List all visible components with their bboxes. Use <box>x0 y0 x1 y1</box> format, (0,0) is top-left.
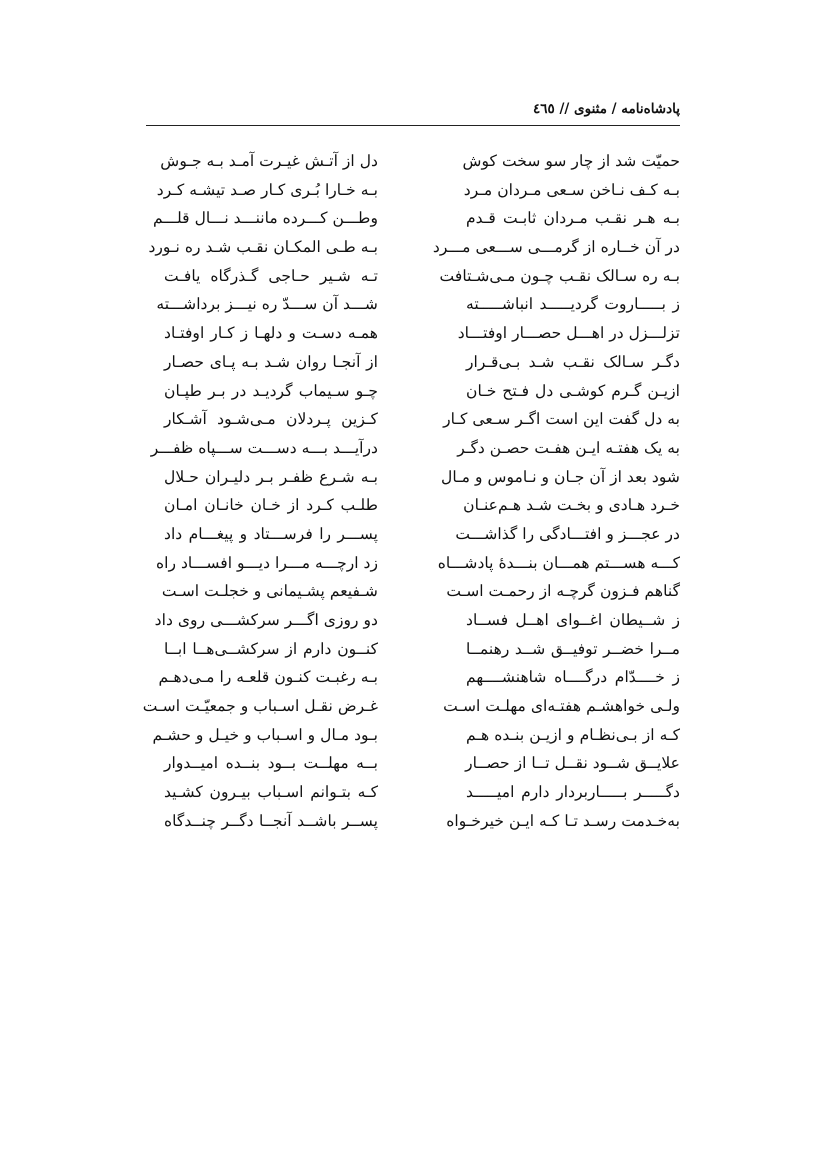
hemistich-second: غـرض نقـل اسـباب و جمعیّـت اسـت <box>142 697 378 716</box>
hemistich-second: وطـــن کـــرده ماننـــد نـــال قلـــم <box>152 209 378 228</box>
hemistich-second: شـــد آن ســـدّ ره نیـــز برداشـــته <box>156 295 378 314</box>
couplet <box>146 405 680 434</box>
couplet <box>146 463 680 492</box>
hemistich-first: خـرد هـادی و بخـت شـد هـم‌عنـان <box>463 496 680 515</box>
hemistich-second: دل از آتـش غیـرت آمـد بـه جـوش <box>160 152 378 170</box>
hemistich-first: به‌خـدمت رسـد تـا کـه ایـن خیرخـواه <box>446 811 680 830</box>
couplet <box>142 692 680 721</box>
hemistich-second: چـو سـیماب گردیـد در بـر طپـان <box>164 381 378 400</box>
hemistich-first: علایــق شــود نقــل تــا از حصــار <box>465 754 680 773</box>
hemistich-second: تـه شـیر حـاجی گـذرگاه یافـت <box>164 266 378 285</box>
hemistich-second: طلـب کـرد از خـان خانـان امـان <box>164 496 378 515</box>
couplet <box>146 319 680 348</box>
header-rule <box>146 125 680 126</box>
couplet <box>146 749 680 778</box>
hemistich-first: به دل گفت این است اگـر سـعی کـار <box>443 410 680 429</box>
hemistich-first: ز بـــــاروت گردیـــــد انباشـــــته <box>466 295 680 314</box>
couplet <box>146 721 680 750</box>
hemistich-second: کنــون دارم از سرکشــی‌هــا ابــا <box>164 639 378 658</box>
hemistich-second: بـه رغبـت کنـون قلعـه را مـی‌دهـم <box>158 668 378 687</box>
couplet <box>146 663 680 692</box>
couplet <box>146 434 680 463</box>
hemistich-second: بـه شـرع ظفـر بـر دلیـران حـلال <box>164 467 378 486</box>
hemistich-first: در عجـــز و افتـــادگی را گذاشـــت <box>455 524 680 543</box>
couplet <box>146 377 680 406</box>
couplet <box>146 549 680 578</box>
couplet <box>146 520 680 549</box>
couplet <box>146 606 680 635</box>
couplet <box>146 290 680 319</box>
couplet <box>146 807 680 836</box>
hemistich-second: درآیـــد بـــه دســـت ســـپاه ظفـــر <box>150 438 378 457</box>
hemistich-first: تزلـــزل در اهـــل حصـــار اوفتـــاد <box>457 324 680 343</box>
couplet <box>146 348 680 377</box>
hemistich-first: بـه هـر نقـب مـردان ثابـت قـدم <box>466 209 680 228</box>
hemistich-first: کـه از بـی‌نظـام و ازیـن بنـده هـم <box>466 725 680 744</box>
couplet <box>146 491 680 520</box>
hemistich-first: بـه کـف نـاخن سـعی مـردان مـرد <box>463 180 680 199</box>
couplet <box>146 233 680 262</box>
hemistich-second: کـزین پـردلان مـی‌شـود آشـکار <box>164 410 378 429</box>
hemistich-first: حمیّت شد از چار سو سخت کوش <box>462 152 680 170</box>
hemistich-second: شـفیعم پشـیمانی و خجلـت اسـت <box>161 582 378 601</box>
hemistich-first: کـــه هســـتم همـــان بنـــدۀ پادشـــاه <box>437 553 680 572</box>
couplet <box>146 262 680 291</box>
couplet <box>146 778 680 807</box>
hemistich-first: به یک هفتـه ایـن هفـت حصـن دگـر <box>457 438 680 457</box>
couplet <box>146 204 680 233</box>
hemistich-second: همـه دسـت و دلهـا ز کـار اوفتـاد <box>164 324 378 343</box>
hemistich-second: پســر باشــد آنجــا دگــر چنــدگاه <box>164 811 378 830</box>
running-header <box>146 101 680 121</box>
hemistich-second: زد ارچـــه مـــرا دیـــو افســـاد راه <box>156 553 378 572</box>
hemistich-second: بـه خـارا بُـری کـار صـد تیشـه کـرد <box>156 180 378 199</box>
hemistich-first: دگـر سـالک نقـب شـد بـی‌قـرار <box>466 352 680 371</box>
hemistich-second: کـه بتـوانم اسـباب بیـرون کشـید <box>164 783 378 802</box>
running-header-title: پادشاه‌نامه / مثنوی // ٤٦٥ <box>533 101 680 117</box>
hemistich-first: ازیـن گـرم کوشـی دل فـتح خـان <box>466 381 680 400</box>
couplet <box>146 176 680 205</box>
hemistich-first: ز خــــدّام درگــــاه شاهنشــــهم <box>466 668 680 687</box>
hemistich-first: دگـــــر بـــــاربردار دارم امیـــــد <box>466 783 680 802</box>
couplet <box>146 635 680 664</box>
hemistich-first: در آن خــاره از گرمـــی ســـعی مـــرد <box>432 238 680 257</box>
hemistich-first: ز شــیطان اغــوای اهــل فســاد <box>466 611 680 629</box>
hemistich-second: بـود مـال و اسـباب و خیـل و حشـم <box>152 725 378 744</box>
hemistich-second: پســـر را فرســـتاد و پیغـــام داد <box>164 524 378 543</box>
hemistich-first: ولـی خواهشـم هفتـه‌ای مهلـت اسـت <box>443 697 680 716</box>
hemistich-second: بـه طـی المکـان نقـب شـد ره نـورد <box>148 238 378 257</box>
hemistich-second: از آنجـا روان شـد بـه پـای حصـار <box>164 352 378 371</box>
couplet <box>146 147 680 176</box>
hemistich-first: شود بعد از آن جـان و نـاموس و مـال <box>441 467 680 486</box>
hemistich-first: گناهم فـزون گرچـه از رحمـت اسـت <box>446 582 680 601</box>
couplet <box>146 577 680 606</box>
hemistich-second: دو روزی اگـــر سرکشـــی روی داد <box>154 611 378 629</box>
verse-block <box>142 147 680 836</box>
hemistich-first: بـه ره سـالک نقـب چـون مـی‌شـتافت <box>439 266 680 285</box>
hemistich-second: بــه مهلــت بــود بنــده امیــدوار <box>164 754 378 773</box>
hemistich-first: مــرا خضــر توفیــق شــد رهنمــا <box>466 639 680 658</box>
